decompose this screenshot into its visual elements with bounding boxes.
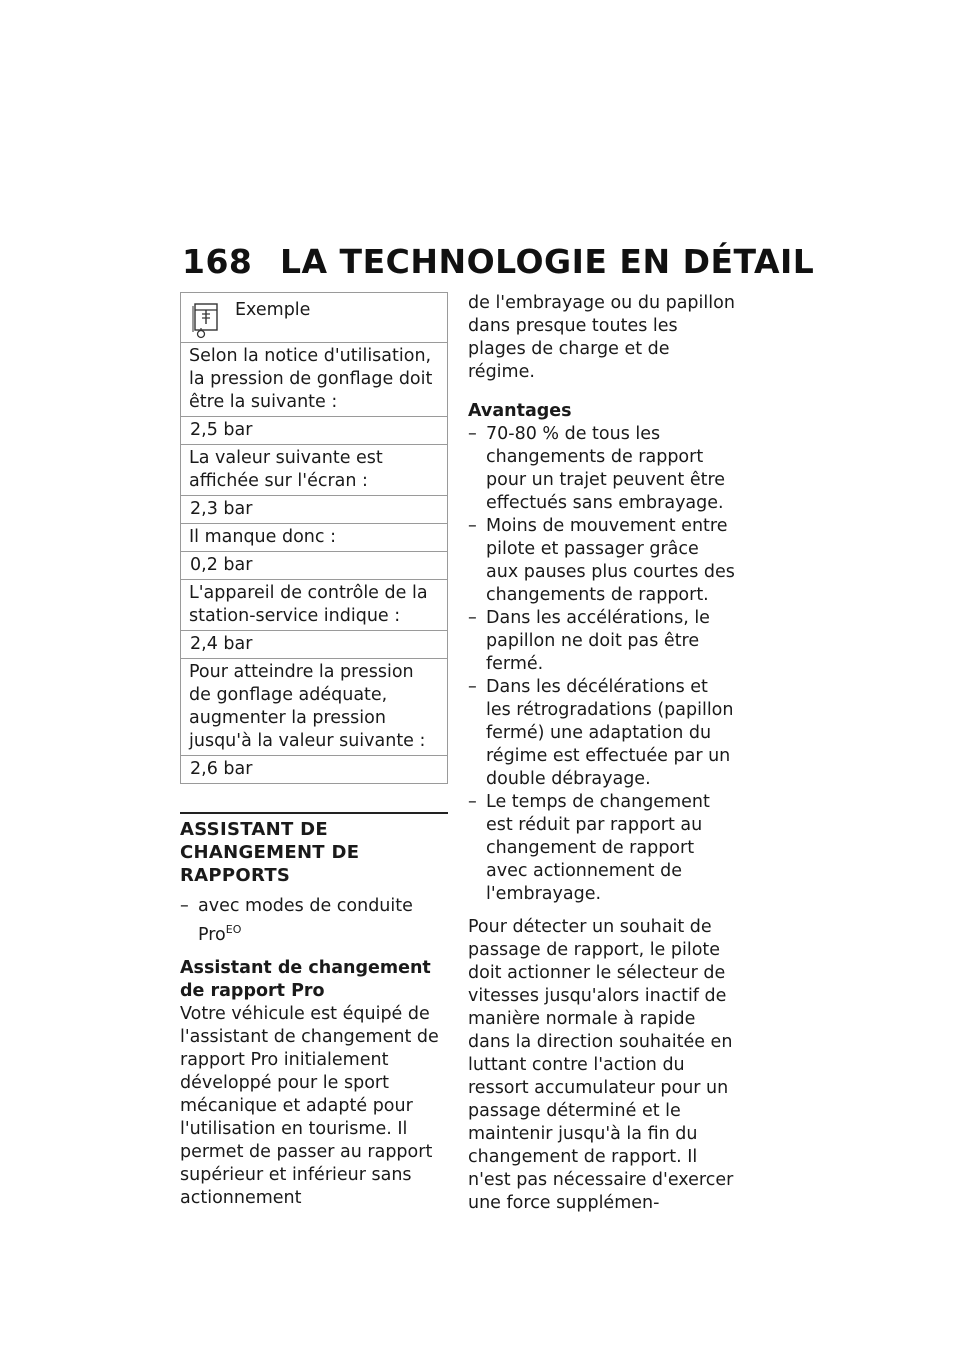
tire-pressure-gauge-icon xyxy=(189,298,229,340)
table-row xyxy=(181,445,448,496)
pressure-value: 2,3 bar xyxy=(181,496,448,524)
table-row xyxy=(181,552,448,580)
list-item: – Moins de mouvement entre pilote et passager grâce aux pauses plus courtes des changements de rapport. xyxy=(468,515,736,607)
list-item: – Dans les décélérations et les rétrogradations (papillon fermé) une adaptation du régime est effectuée par un double débrayage. xyxy=(468,676,736,791)
example-label: Exemple xyxy=(235,300,311,320)
example-table-header-row xyxy=(181,293,448,343)
section-title: ASSISTANT DE CHANGEMENT DE RAPPORTS xyxy=(180,812,448,887)
continuation-paragraph: de l'embrayage ou du papillon dans presque toutes les plages de charge et de régime. xyxy=(468,293,735,382)
table-row xyxy=(181,524,448,552)
page-header xyxy=(182,242,814,281)
table-row xyxy=(181,343,448,417)
table-cell-text: Il manque donc : xyxy=(181,524,448,552)
table-row xyxy=(181,756,448,784)
pressure-value: 0,2 bar xyxy=(181,552,448,580)
left-column xyxy=(180,292,448,1210)
example-table xyxy=(180,292,448,784)
section-paragraph: Votre véhicule est équipé de l'assistant de changement de rapport Pro initialement développé pour le sport mécanique et adapté pour l'utilisation en tourisme. Il permet de passer au rapport supérieur et inférieur sans actionnement xyxy=(180,1004,439,1208)
table-row xyxy=(181,580,448,631)
list-item xyxy=(180,895,448,947)
table-cell-text: La valeur suivante est affichée sur l'écran : xyxy=(181,445,448,496)
list-item: – 70-80 % de tous les changements de rapport pour un trajet peuvent être effectués sans embrayage. xyxy=(468,423,736,515)
pressure-value: 2,5 bar xyxy=(181,417,448,445)
advantages-heading: Avantages xyxy=(468,401,572,421)
body-paragraph: Pour détecter un souhait de passage de rapport, le pilote doit actionner le sélecteur de vitesses jusqu'alors inactif de manière normale à rapide dans la direction souhaitée en luttant contre l'action du ressort accumulateur pour un passage déterminé et le maintenir jusqu'à la fin du changement de rapport. Il n'est pas nécessaire d'exercer une force supplémen- xyxy=(468,917,734,1213)
table-row xyxy=(181,659,448,756)
list-item: – Dans les accélérations, le papillon ne doit pas être fermé. xyxy=(468,607,736,676)
table-cell-text: Pour atteindre la pression de gonflage adéquate, augmenter la pression jusqu'à la valeur suivante : xyxy=(181,659,448,756)
pressure-value: 2,6 bar xyxy=(181,756,448,784)
bullet-text: avec modes de conduite Pro xyxy=(198,896,413,945)
list-item: – Le temps de changement est réduit par rapport au changement de rapport avec actionnement de l'embrayage. xyxy=(468,791,736,906)
table-row xyxy=(181,417,448,445)
table-row xyxy=(181,496,448,524)
page-title: LA TECHNOLOGIE EN DÉTAIL xyxy=(280,242,815,281)
section-bullet-list xyxy=(180,895,448,947)
advantages-list xyxy=(468,423,736,906)
subheading: Assistant de changement de rapport Pro xyxy=(180,958,431,1001)
page-number: 168 xyxy=(182,242,253,281)
right-column xyxy=(468,292,736,1215)
table-cell-text: L'appareil de contrôle de la station-service indique : xyxy=(181,580,448,631)
table-cell-text: Selon la notice d'utilisation, la pression de gonflage doit être la suivante : xyxy=(181,343,448,417)
table-row xyxy=(181,631,448,659)
superscript-code: EO xyxy=(225,923,242,936)
pressure-value: 2,4 bar xyxy=(181,631,448,659)
